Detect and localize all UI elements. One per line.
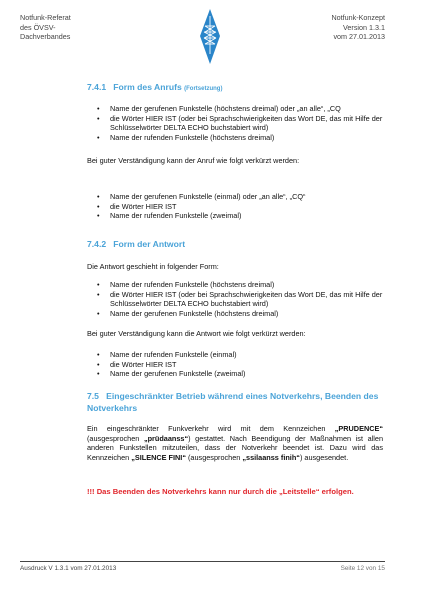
header-left-line: des ÖVSV-	[20, 22, 56, 32]
paragraph-shortened-answer: Bei guter Verständigung kann die Antwort wie folgt verkürzt werden:	[87, 329, 306, 338]
paragraph-text: Ein eingeschränkter Funkverkehr wird mit dem Kennzeichen	[87, 424, 335, 433]
list-item: • Name der rufenden Funkstelle (höchstens dreimal)	[87, 280, 387, 290]
keyword-prudance: „prüdaanss“	[143, 433, 189, 443]
list-item: • Name der rufenden Funkstelle (zweimal)	[87, 211, 387, 221]
section-note: (Fortsetzung)	[184, 86, 223, 92]
header-left	[20, 13, 71, 42]
header-right-line: vom 27.01.2013	[333, 32, 385, 42]
diamond-logo	[199, 8, 221, 65]
warning-text: !!! Das Beenden des Notverkehrs kann nur durch die „Leitstelle“ erfolgen.	[87, 487, 354, 496]
list-item: • die Wörter HIER IST	[87, 202, 387, 212]
list-item: • die Wörter HIER IST (oder bei Sprachschwierigkeiten das Wort DE, das mit Hilfe der Schlüsselwörter DELTA ECHO buchstabiert wird)	[87, 114, 387, 133]
list-item: • Name der gerufenen Funkstelle (einmal) oder „an alle“, „CQ“	[87, 192, 387, 202]
section-number: 7.5	[87, 391, 99, 401]
section-heading-75	[87, 390, 387, 415]
header-right	[331, 13, 385, 42]
paragraph-text: ) ausgesendet.	[299, 452, 349, 462]
header-right-line: Notfunk-Konzept	[331, 13, 385, 22]
list-item: • Name der rufenden Funkstelle (einmal)	[87, 350, 387, 360]
section-title: Eingeschränkter Betrieb während eines Notverkehrs, Beenden des Notverkehrs	[87, 391, 379, 414]
bullet-list-answer-short	[87, 350, 387, 379]
header-left-line: Dachverbandes	[20, 32, 71, 42]
footer-divider	[20, 561, 385, 562]
list-item: • Name der gerufenen Funkstelle (zweimal)	[87, 369, 387, 379]
section-title: Form des Anrufs	[113, 82, 182, 92]
list-item: • Name der rufenden Funkstelle (höchstens dreimal)	[87, 133, 387, 143]
footer-page-number: Seite 12 von 15	[340, 565, 385, 572]
list-item: • Name der gerufenen Funkstelle (höchstens dreimal) oder „an alle“, „CQ	[87, 104, 387, 114]
bullet-list-call	[87, 104, 387, 142]
paragraph-text: ) gestattet. Nach Beendigung der Maßnahmen ist allen anderen Funkstellen mitzuteilen, dass der Notverkehr beendet ist. Dazu wird das Kennzeichen	[87, 433, 383, 462]
section-title: Form der Antwort	[113, 239, 186, 249]
list-item: • die Wörter HIER IST	[87, 360, 387, 370]
footer-print-info: Ausdruck V 1.3.1 vom 27.01.2013	[20, 565, 117, 572]
list-item: • Name der gerufenen Funkstelle (höchstens dreimal)	[87, 309, 387, 319]
paragraph-answer-intro: Die Antwort geschieht in folgender Form:	[87, 262, 219, 271]
section-heading-741	[87, 82, 222, 92]
paragraph-restricted-operation	[87, 424, 383, 462]
section-heading-742	[87, 239, 185, 249]
keyword-ssilaanss: „ssilaanss finih“	[242, 452, 300, 462]
paragraph-text: (ausgesprochen	[185, 452, 243, 462]
list-item: • die Wörter HIER IST (oder bei Sprachschwierigkeiten das Wort DE, das mit Hilfe der Schlüsselwörter DELTA ECHO buchstabiert wird)	[87, 290, 387, 309]
paragraph-shortened-call: Bei guter Verständigung kann der Anruf wie folgt verkürzt werden:	[87, 156, 300, 165]
header-right-line: Version 1.3.1	[343, 22, 385, 32]
keyword-silence-fini: „SILENCE FINI“	[131, 452, 186, 462]
keyword-prudence: „PRUDENCE“	[334, 424, 383, 433]
section-number: 7.4.2	[87, 239, 107, 249]
section-number: 7.4.1	[87, 82, 107, 92]
bullet-list-answer	[87, 280, 387, 318]
header-left-line: Notfunk-Referat	[20, 13, 71, 22]
paragraph-text: (ausgesprochen	[87, 433, 144, 443]
bullet-list-call-short	[87, 192, 387, 221]
